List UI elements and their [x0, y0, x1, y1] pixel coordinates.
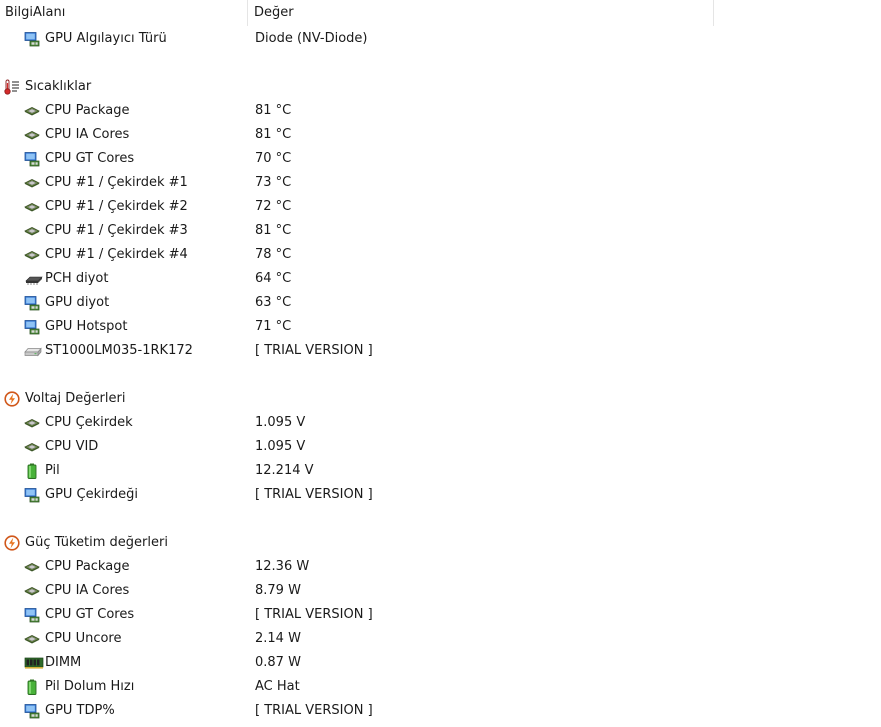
sensor-value: 64 °C	[255, 271, 292, 286]
battery-icon	[24, 679, 40, 695]
sensor-value: 1.095 V	[255, 415, 306, 430]
group-label: Güç Tüketim değerleri	[25, 535, 168, 550]
sensor-label: Pil	[45, 463, 60, 478]
sensor-value: 12.36 W	[255, 559, 310, 574]
sensor-row[interactable]	[0, 123, 881, 147]
spacer-row	[0, 51, 881, 75]
sensor-row[interactable]	[0, 291, 881, 315]
sensor-value: AC Hat	[255, 679, 300, 694]
sensor-value: 2.14 W	[255, 631, 301, 646]
sensor-row[interactable]	[0, 171, 881, 195]
sensor-list	[0, 27, 881, 723]
sensor-value: 71 °C	[255, 319, 292, 334]
sensor-label: CPU #1 / Çekirdek #3	[45, 223, 188, 238]
sensor-row[interactable]	[0, 315, 881, 339]
gpu-icon	[24, 31, 40, 47]
group-header-row[interactable]	[0, 75, 881, 99]
gpu-icon	[24, 703, 40, 719]
sensor-label: GPU Çekirdeği	[45, 487, 139, 502]
sensor-value: 81 °C	[255, 127, 292, 142]
battery-icon	[24, 463, 40, 479]
sensor-label: GPU Hotspot	[45, 319, 128, 334]
sensor-value: 8.79 W	[255, 583, 301, 598]
sensor-label: CPU GT Cores	[45, 607, 135, 622]
sensor-value: 81 °C	[255, 103, 292, 118]
voltage-icon	[4, 535, 20, 551]
sensor-row[interactable]	[0, 243, 881, 267]
sensor-row[interactable]	[0, 483, 881, 507]
sensor-label: CPU IA Cores	[45, 127, 130, 142]
cpu-chip-icon	[24, 247, 40, 263]
sensor-label: CPU IA Cores	[45, 583, 130, 598]
sensor-value: 78 °C	[255, 247, 292, 262]
sensor-label: CPU #1 / Çekirdek #1	[45, 175, 188, 190]
sensor-label: GPU TDP%	[45, 703, 115, 718]
sensor-row[interactable]	[0, 195, 881, 219]
sensor-row[interactable]	[0, 627, 881, 651]
sensor-label: ST1000LM035-1RK172	[45, 343, 193, 358]
column-header-name[interactable]: BilgiAlanı	[0, 0, 248, 26]
sensor-row[interactable]	[0, 147, 881, 171]
sensor-label: CPU #1 / Çekirdek #2	[45, 199, 188, 214]
column-header-empty[interactable]	[715, 0, 881, 26]
sensor-value: [ TRIAL VERSION ]	[255, 343, 373, 358]
sensor-value: [ TRIAL VERSION ]	[255, 607, 373, 622]
cpu-chip-icon	[24, 175, 40, 191]
sensor-value: 0.87 W	[255, 655, 301, 670]
sensor-row[interactable]	[0, 459, 881, 483]
sensor-row[interactable]	[0, 219, 881, 243]
cpu-chip-icon	[24, 415, 40, 431]
sensor-label: PCH diyot	[45, 271, 109, 286]
gpu-icon	[24, 151, 40, 167]
cpu-chip-icon	[24, 199, 40, 215]
group-header-row[interactable]	[0, 531, 881, 555]
spacer-row	[0, 363, 881, 387]
pch-chip-icon	[24, 271, 40, 287]
sensor-row[interactable]	[0, 339, 881, 363]
sensor-row[interactable]	[0, 675, 881, 699]
cpu-chip-icon	[24, 439, 40, 455]
hard-drive-icon	[24, 343, 40, 359]
sensor-label: CPU Çekirdek	[45, 415, 133, 430]
sensor-row[interactable]	[0, 651, 881, 675]
sensor-value: [ TRIAL VERSION ]	[255, 703, 373, 718]
list-header	[0, 0, 881, 26]
sensor-label: CPU Uncore	[45, 631, 122, 646]
sensor-label: DIMM	[45, 655, 82, 670]
group-label: Voltaj Değerleri	[25, 391, 126, 406]
sensor-label: CPU #1 / Çekirdek #4	[45, 247, 188, 262]
gpu-icon	[24, 295, 40, 311]
sensor-row[interactable]	[0, 435, 881, 459]
sensor-label: CPU Package	[45, 559, 130, 574]
sensor-row[interactable]	[0, 555, 881, 579]
cpu-chip-icon	[24, 223, 40, 239]
cpu-chip-icon	[24, 631, 40, 647]
sensor-label: Pil Dolum Hızı	[45, 679, 135, 694]
sensor-value: 63 °C	[255, 295, 292, 310]
thermometer-icon	[4, 79, 20, 95]
group-label: Sıcaklıklar	[25, 79, 92, 94]
sensor-label: CPU Package	[45, 103, 130, 118]
gpu-icon	[24, 607, 40, 623]
sensor-value: 1.095 V	[255, 439, 306, 454]
sensor-label: GPU diyot	[45, 295, 110, 310]
sensor-value: 81 °C	[255, 223, 292, 238]
sensor-label: CPU VID	[45, 439, 99, 454]
sensor-row[interactable]	[0, 267, 881, 291]
sensor-value: Diode (NV-Diode)	[255, 31, 368, 46]
cpu-chip-icon	[24, 583, 40, 599]
gpu-icon	[24, 319, 40, 335]
sensor-value: 73 °C	[255, 175, 292, 190]
cpu-chip-icon	[24, 559, 40, 575]
sensor-row[interactable]	[0, 603, 881, 627]
sensor-value: 70 °C	[255, 151, 292, 166]
sensor-value: [ TRIAL VERSION ]	[255, 487, 373, 502]
sensor-label: GPU Algılayıcı Türü	[45, 31, 167, 46]
column-header-value[interactable]: Değer	[249, 0, 714, 26]
sensor-row[interactable]	[0, 411, 881, 435]
sensor-value: 12.214 V	[255, 463, 314, 478]
group-header-row[interactable]	[0, 387, 881, 411]
gpu-icon	[24, 487, 40, 503]
sensor-row[interactable]	[0, 27, 881, 51]
sensor-value: 72 °C	[255, 199, 292, 214]
sensor-row[interactable]	[0, 579, 881, 603]
cpu-chip-icon	[24, 103, 40, 119]
voltage-icon	[4, 391, 20, 407]
sensor-row[interactable]	[0, 699, 881, 723]
sensor-label: CPU GT Cores	[45, 151, 135, 166]
sensor-row[interactable]	[0, 99, 881, 123]
cpu-chip-icon	[24, 127, 40, 143]
spacer-row	[0, 507, 881, 531]
memory-module-icon	[24, 655, 40, 671]
